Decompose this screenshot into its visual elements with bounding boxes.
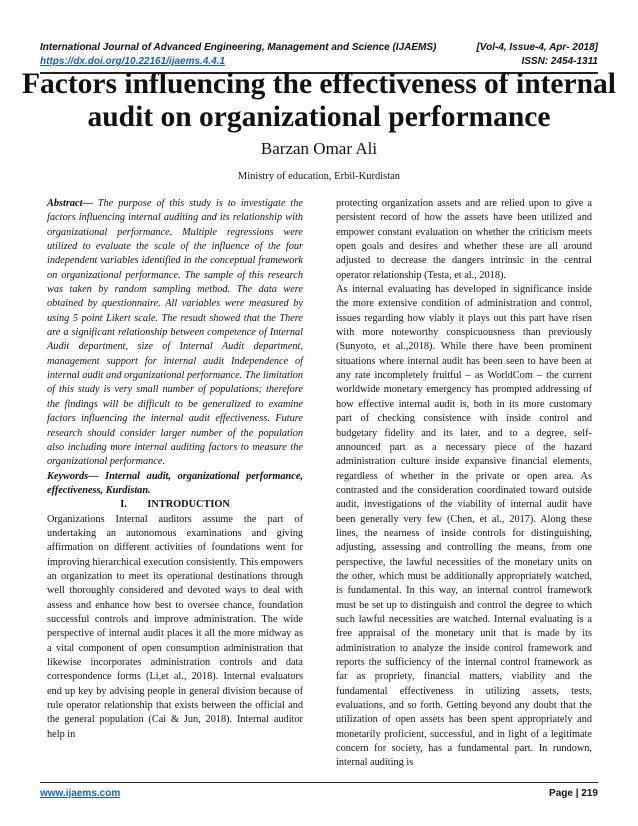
abstract-lead: Abstract— [47,198,93,209]
body-paragraph: protecting organization assets and are relied upon to give a persistent record of how the assets have been utilized and empower constant evaluation on whether the criticism meets open goals and desires and whether these are all around adjusted to decrease the dangers intrinsic in the central operator relationship (Testa, et al., 2018). [336,198,592,281]
site-link[interactable]: www.ijaems.com [40,788,121,799]
author-name: Barzan Omar Ali [260,139,378,158]
body-paragraph: As internal evaluating has developed in significance inside the more extensive condition of administration and control, issues regarding how viably it plays out this part have risen with more noteworthy conspicuousness than previously (Sunyoto, et al.,2018). While there have been prominent situations where internal audit has been seen to have been at any rate incompletely fruitful – as WorldCom – the current worldwide monetary emergency has prompted addressing of how effective internal audit is, both in its more customary part of checking consistence with inside control and budgetary fidelity and its later, and to a degree, self-announced part as a necessary piece of the hazard administration culture inside expansive financial elements, regardless of whether in the private or open area. As contrasted and the consideration coordinated toward outside audit, investigations of the viability of internal audit have been generally very few (Chen, et al., 2017). Along these lines, the nearness of inside controls for distinguishing, adjusting, assessing and controlling the means, from one perspective, the lawful necessities of the monetary units on the other, which must be additionally appropriately watched, is fundamental. In this way, an internal control framework must be set up to distinguish and control the degree to which such lawful necessities are watched. Internal evaluating is a free appraisal of the monetary unit that is made by its administration to analyze the inside control framework and reports the sufficiency of the internal control framework as far as propriety, financial matters, viability and the fundamental effectiveness in utilizing assets, tests, evaluations, and so forth. Getting beyond any doubt that the utilization of open assets has been spent appropriately and monetarily proficient, successful, and in light of a legitimate concern for society, has a fundamental part. In rundown, internal auditing is [336,284,592,769]
abstract-text: The purpose of this study is to investigate the factors influencing internal auditing and its relationship with organizational performance. Multiple regressions were utilized to evaluate the scale of the influence of the four independent variables identified in the conceptual framework on organizational performance. The sample of this research was taken by random sampling method. The data were obtained by questionnaire. All variables were measured by using 5 point Likert scale. The resudt showed that the There are a significant relationship between competence of Internal Audit department, size of Internal Audit department, management support for internal audit Independence of internal audit and organizational performance. The limitation of this study is very small number of populations; therefore the findings will be difficult to be generalized to examine factors influencing the internal audit effectiveness. Future research should consider larger number of the population also including more internal auditing factors to measure the organizational performance. [47,198,303,468]
left-column [47,197,303,742]
page-footer [40,788,598,799]
issn: ISSN: 2454-1311 [521,56,598,67]
keywords: Keywords— Internal audit, organizational performance, effectiveness, Kurdistan. [47,470,303,496]
abstract [47,197,303,470]
page-number: Page | 219 [549,788,598,799]
intro-paragraph: Organizations Internal auditors assume the part of undertaking an autonomous examinations and giving affirmation on different activities of foundations went for improving hierarchical execution consistently. This empowers an organization to meet its operational destinations through well thoroughly considered and devoted ways to deal with assess and enhance how best to oversee chance, foundation successful controls and improve administration. The wide perspective of internal audit places it all the more midway as a vital component of open consumption administration that likewise incorporates administration controls and data correspondence forms (Li,et al., 2018). Internal evaluators end up key by advising people in general division because of rule operator relationship that exists between the official and the general population (Cai & Jun, 2018). Internal auditor help in [47,513,303,740]
footer-rule [40,782,598,783]
running-header [40,41,598,69]
issue-info: [Vol-4, Issue-4, Apr- 2018] [476,42,598,53]
right-column [336,197,592,771]
affiliation: Ministry of education, Erbil-Kurdistan [237,171,401,182]
paper-title: Factors influencing the effectiveness of internal audit on organizational performance [22,68,616,133]
section-heading: I. INTRODUCTION [120,499,230,511]
doi-link[interactable]: https://dx.doi.org/10.22161/ijaems.4.4.1 [40,56,226,67]
journal-name: International Journal of Advanced Engineering, Management and Science (IJAEMS) [40,42,437,53]
